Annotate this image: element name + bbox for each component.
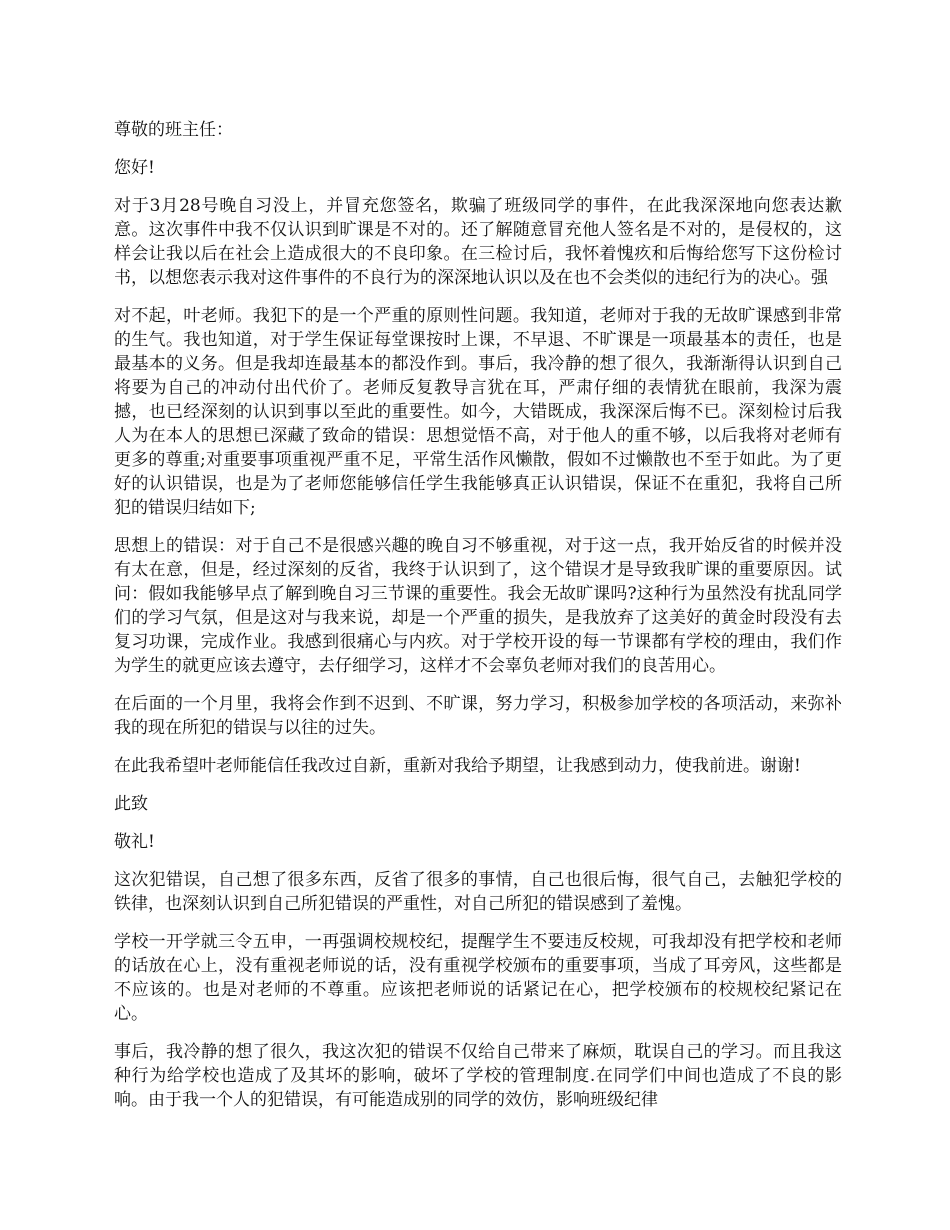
- body-paragraph: 思想上的错误：对于自己不是很感兴趣的晚自习不够重视，对于这一点，我开始反省的时候并没有太在意，但是，经过深刻的反省，我终于认识到了，这个错误才是导致我旷课的重要原因。试问：假如我能够早点了解到晚自习三节课的重要性。我会无故旷课吗?这种行为虽然没有扰乱同学们的学习气氛，但是这对与我来说，却是一个严重的损失，是我放弃了这美好的黄金时段没有去复习功课，完成作业。我感到很痛心与内疚。对于学校开设的每一节课都有学校的理由，我们作为学生的就更应该去遵守，去仔细学习，这样才不会辜负老师对我们的良苦用心。: [114, 536, 842, 676]
- salutation: 尊敬的班主任：: [114, 120, 233, 140]
- closing-phrase: 此致: [114, 794, 148, 814]
- body-paragraph: 在此我希望叶老师能信任我改过自新，重新对我给予期望，让我感到动力，使我前进。谢谢!: [114, 756, 801, 776]
- body-paragraph: 对于3月28号晚自习没上，并冒充您签名，欺骗了班级同学的事件，在此我深深地向您表达歉意。这次事件中我不仅认识到旷课是不对的。还了解随意冒充他人签名是不对的，是侵权的，这样会让我以后在社会上造成很大的不良印象。在三检讨后，我怀着愧疚和后悔给您写下这份检讨书，以想您表示我对这件事件的不良行为的深深地认识以及在也不会类似的违纪行为的决心。强: [114, 196, 842, 288]
- body-paragraph: 事后，我冷静的想了很久，我这次犯的错误不仅给自己带来了麻烦，耽误自己的学习。而且我这种行为给学校也造成了及其坏的影响，破坏了学校的管理制度.在同学们中间也造成了不良的影响。由于我一个人的犯错误，有可能造成别的同学的效仿，影响班级纪律: [114, 1042, 842, 1110]
- closing-salute: 敬礼!: [114, 832, 155, 852]
- document-page: [114, 118, 842, 1126]
- body-paragraph: 学校一开学就三令五申，一再强调校规校纪，提醒学生不要违反校规，可我却没有把学校和老师的话放在心上，没有重视老师说的话，没有重视学校颁布的重要事项，当成了耳旁风，这些都是不应该的。也是对老师的不尊重。应该把老师说的话紧记在心，把学校颁布的校规校纪紧记在心。: [114, 932, 842, 1024]
- greeting: 您好!: [114, 158, 155, 178]
- body-paragraph: 这次犯错误，自己想了很多东西，反省了很多的事情，自己也很后悔，很气自己，去触犯学校的铁律，也深刻认识到自己所犯错误的严重性，对自己所犯的错误感到了羞愧。: [114, 870, 842, 914]
- body-paragraph: 在后面的一个月里，我将会作到不迟到、不旷课，努力学习，积极参加学校的各项活动，来弥补我的现在所犯的错误与以往的过失。: [114, 694, 842, 738]
- body-paragraph: 对不起，叶老师。我犯下的是一个严重的原则性问题。我知道，老师对于我的无故旷课感到非常的生气。我也知道，对于学生保证每堂课按时上课，不早退、不旷课是一项最基本的责任，也是最基本的义务。但是我却连最基本的都没作到。事后，我冷静的想了很久，我渐渐得认识到自己将要为自己的冲动付出代价了。老师反复教导言犹在耳，严肃仔细的表情犹在眼前，我深为震撼，也已经深刻的认识到事以至此的重要性。如今，大错既成，我深深后悔不已。深刻检讨后我人为在本人的思想已深藏了致命的错误：思想觉悟不高，对于他人的重不够，以后我将对老师有更多的尊重;对重要事项重视严重不足，平常生活作风懒散，假如不过懒散也不至于如此。为了更好的认识错误，也是为了老师您能够信任学生我能够真正认识错误，保证不在重犯，我将自己所犯的错误归结如下;: [114, 306, 842, 518]
